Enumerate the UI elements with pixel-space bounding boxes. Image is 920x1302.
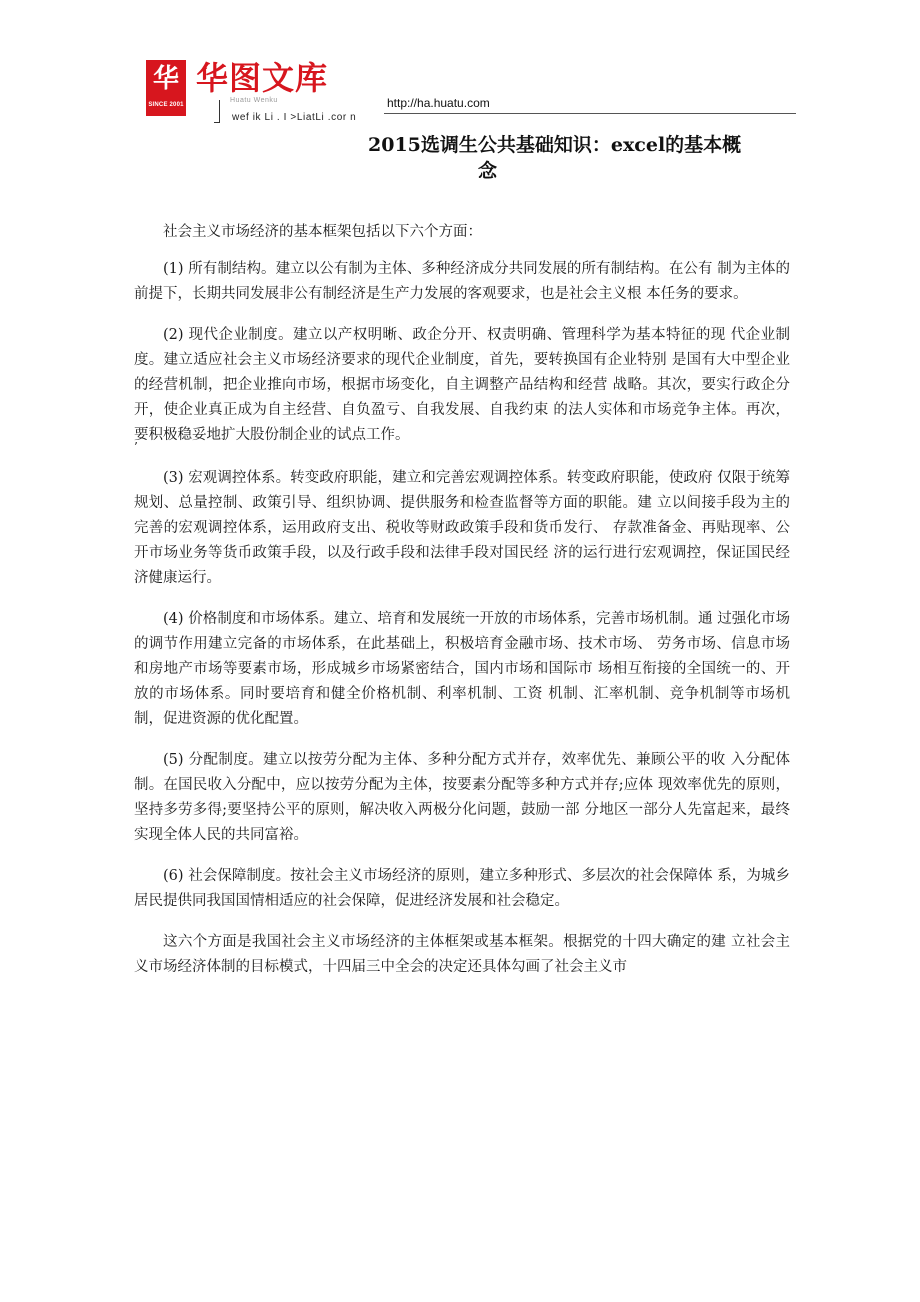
brand-subtitle: Huatu Wenku [230,97,278,104]
header-divider [384,113,796,114]
title-line-1: 2015选调生公共基础知识：excel的基本概 [368,134,742,156]
document-body [134,220,790,996]
paragraph-summary: 这六个方面是我国社会主义市场经济的主体框架或基本框架。根据党的十四大确定的建 立社会主义市场经济体制的目标模式，十四届三中全会的决定还具体勾画了社会主义市 [134,934,790,975]
logo-since-text: SINCE 2001 [148,102,184,108]
document-title [368,132,798,184]
paragraph-distribution: (5) 分配制度。建立以按劳分配为主体、多种分配方式并存，效率优先、兼顾公平的收 入分配体制。在国民收入分配中，应以按劳分配为主体，按要素分配等多种方式并存;应体 现效率优先的原则，坚持多劳多得;要坚持公平的原则，解决收入两极分化问题，鼓励一部 分地区一部分人先富起来，最终实现全体人民的共同富裕。 [134,752,790,843]
paragraph-intro: 社会主义市场经济的基本框架包括以下六个方面： [163,224,482,240]
brand-name: 华图文库 [196,59,329,97]
stray-mark: ’ [134,440,138,454]
paragraph-macro-control: (3) 宏观调控体系。转变政府职能，建立和完善宏观调控体系。转变政府职能，使政府 仅限于统筹规划、总量控制、政策引导、组织协调、提供服务和检查监督等方面的职能。建 立以间接手段为主的完善的宏观调控体系，运用政府支出、税收等财政政策手段和货币发行、 存款准备金、再贴现率、公开市场业务等货币政策手段，以及行政手段和法律手段对国民经 济的运行进行宏观调控，保证国民经济健康运行。 [134,470,790,586]
paragraph-modern-enterprise: (2) 现代企业制度。建立以产权明晰、政企分开、权责明确、管理科学为基本特征的现 代企业制度。建立适应社会主义市场经济要求的现代企业制度，首先，要转换国有企业特别 是国有大中型企业的经营机制，把企业推向市场，根据市场变化，自主调整产品结构和经营 战略。其次，要实行政企分开，使企业真正成为自主经营、自负盈亏、自我发展、自我约束 的法人实体和市场竞争主体。再次，要积极稳妥地扩大股份制企业的试点工作。 [134,327,790,443]
brand-url-text: wef ik Li . I >LiatLi .cor n [232,112,357,123]
brand-bracket-divider [214,100,220,123]
logo-badge [146,60,186,116]
paragraph-social-security: (6) 社会保障制度。按社会主义市场经济的原则，建立多种形式、多层次的社会保障体 系，为城乡居民提供同我国国情相适应的社会保障，促进经济发展和社会稳定。 [134,868,790,909]
paragraph-price-market: (4) 价格制度和市场体系。建立、培育和发展统一开放的市场体系，完善市场机制。通 过强化市场的调节作用建立完备的市场体系，在此基础上，积极培育金融市场、技术市场、 劳务市场、信息市场和房地产市场等要素市场，形成城乡市场紧密结合，国内市场和国际市 场相互衔接的全国统一的、开放的市场体系。同时要培育和健全价格机制、利率机制、工资 机制、汇率机制、竞争机制等市场机制，促进资源的优化配置。 [134,611,790,727]
title-line-2: 念 [478,160,498,182]
header-url-link[interactable]: http://ha.huatu.com [387,96,490,110]
logo-icon: 华 [152,64,179,94]
paragraph-ownership-structure: (1) 所有制结构。建立以公有制为主体、多种经济成分共同发展的所有制结构。在公有 制为主体的前提下，长期共同发展非公有制经济是生产力发展的客观要求，也是社会主义根 本任务的要求。 [134,261,790,302]
